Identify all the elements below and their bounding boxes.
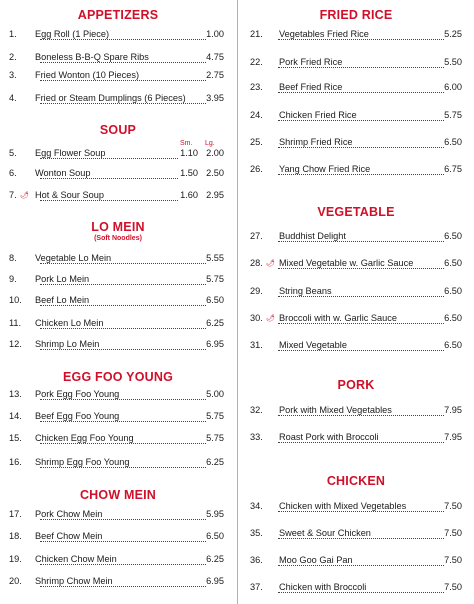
menu-item [0,554,236,567]
item-price: 5.50 [444,57,462,67]
item-name: Wonton Soup [35,168,91,178]
item-number: 19. [9,554,22,564]
item-price: 6.25 [206,318,224,328]
item-name: Chicken Fried Rice [279,110,357,120]
section-title: EGG FOO YOUNG [62,370,174,384]
item-price: 7.50 [444,528,462,538]
item-price: 1.00 [206,29,224,39]
item-name: Shrimp Egg Foo Young [35,457,130,467]
item-name: Chicken with Broccoli [279,582,367,592]
menu-item [238,432,474,445]
menu-item [0,274,236,287]
item-number: 32. [250,405,263,415]
item-name: Beef Egg Foo Young [35,411,120,421]
item-price: 3.95 [206,93,224,103]
item-price-small: 1.50 [180,168,198,178]
item-name: Chicken with Mixed Vegetables [279,501,407,511]
item-price-small: 1.60 [180,190,198,200]
item-name: String Beans [279,286,332,296]
item-price: 7.50 [444,582,462,592]
item-number: 22. [250,57,263,67]
item-name: Sweet & Sour Chicken [279,528,371,538]
item-name: Mixed Vegetable [279,340,347,350]
item-price: 6.50 [444,231,462,241]
item-name: Pork Chow Mein [35,509,103,519]
item-number: 28. [250,258,263,268]
item-number: 6. [9,168,17,178]
item-number: 25. [250,137,263,147]
section-title: CHICKEN [326,474,386,488]
menu-item [238,340,474,353]
menu-item [0,253,236,266]
item-price-large: 2.95 [206,190,224,200]
item-number: 14. [9,411,22,421]
menu-item [238,286,474,299]
item-price-large: 2.50 [206,168,224,178]
item-number: 3. [9,70,17,80]
menu-item [0,411,236,424]
menu-item [0,168,236,181]
item-name: Beef Fried Rice [279,82,343,92]
item-price: 6.25 [206,457,224,467]
menu-item [0,318,236,331]
item-number: 5. [9,148,17,158]
item-name: Pork with Mixed Vegetables [279,405,392,415]
menu-item [0,339,236,352]
item-name: Vegetables Fried Rice [279,29,369,39]
menu-item [0,457,236,470]
item-price: 5.75 [206,411,224,421]
section-title: FRIED RICE [319,8,393,22]
item-name: Egg Flower Soup [35,148,106,158]
menu-item [238,555,474,568]
menu-item [0,148,236,161]
item-price: 2.75 [206,70,224,80]
menu-item [238,57,474,70]
menu-item [238,82,474,95]
item-number: 12. [9,339,22,349]
item-name: Shrimp Lo Mein [35,339,100,349]
item-name: Shrimp Chow Mein [35,576,113,586]
item-number: 18. [9,531,22,541]
section-subtitle: (Soft Noodles) [94,235,142,242]
menu-item [0,190,236,203]
item-name: Fried or Steam Dumplings (6 Pieces) [35,93,186,103]
menu-item [0,389,236,402]
item-number: 27. [250,231,263,241]
menu-item [238,164,474,177]
menu-item [238,258,474,271]
item-price: 6.50 [206,295,224,305]
item-number: 17. [9,509,22,519]
item-name: Mixed Vegetable w. Garlic Sauce [279,258,414,268]
item-price: 7.95 [444,405,462,415]
menu-item [238,313,474,326]
menu-item [238,528,474,541]
item-name: Moo Goo Gai Pan [279,555,353,565]
item-price: 5.95 [206,509,224,519]
menu-item [0,509,236,522]
section-title: PORK [337,378,375,392]
large-size-header: Lg. [205,140,215,147]
item-price: 6.50 [206,531,224,541]
item-number: 9. [9,274,17,284]
menu-item [238,29,474,42]
item-price: 6.25 [206,554,224,564]
section-title: APPETIZERS [77,8,159,22]
item-price: 5.25 [444,29,462,39]
menu-item [0,52,236,65]
item-price: 5.00 [206,389,224,399]
item-price: 6.50 [444,286,462,296]
chili-pepper-icon: 🌶︎ [266,260,275,267]
item-number: 26. [250,164,263,174]
item-number: 13. [9,389,22,399]
item-price: 6.50 [444,340,462,350]
item-name: Buddhist Delight [279,231,346,241]
item-price: 5.75 [206,433,224,443]
menu-item [0,433,236,446]
item-name: Chicken Lo Mein [35,318,104,328]
section-title: VEGETABLE [317,205,395,219]
item-price: 5.55 [206,253,224,263]
item-price: 6.95 [206,339,224,349]
menu-item [238,231,474,244]
item-name: Fried Wonton (10 Pieces) [35,70,140,80]
item-name: Pork Fried Rice [279,57,343,67]
item-number: 23. [250,82,263,92]
section-title: CHOW MEIN [79,488,157,502]
item-number: 10. [9,295,22,305]
menu-item [238,110,474,123]
item-price: 6.75 [444,164,462,174]
item-name: Boneless B-B-Q Spare Ribs [35,52,149,62]
item-number: 34. [250,501,263,511]
menu-item [238,137,474,150]
menu-item [0,70,236,83]
item-price: 6.95 [206,576,224,586]
item-name: Pork Lo Mein [35,274,90,284]
chili-pepper-icon: 🌶︎ [266,315,275,322]
item-name: Pork Egg Foo Young [35,389,120,399]
item-name: Chicken Egg Foo Young [35,433,134,443]
item-number: 2. [9,52,17,62]
item-number: 30. [250,313,263,323]
item-name: Chicken Chow Mein [35,554,117,564]
small-size-header: Sm. [180,140,193,147]
item-name: Hot & Sour Soup [35,190,104,200]
item-number: 31. [250,340,263,350]
menu-item [238,501,474,514]
item-number: 8. [9,253,17,263]
item-number: 20. [9,576,22,586]
item-price-large: 2.00 [206,148,224,158]
item-number: 11. [9,318,22,328]
item-number: 21. [250,29,263,39]
item-price: 7.95 [444,432,462,442]
item-name: Beef Lo Mein [35,295,90,305]
item-number: 1. [9,29,17,39]
menu-item [0,29,236,42]
item-price: 5.75 [444,110,462,120]
item-number: 36. [250,555,263,565]
section-title: LO MEIN [91,220,145,234]
item-number: 16. [9,457,22,467]
item-number: 35. [250,528,263,538]
item-price: 6.50 [444,258,462,268]
item-name: Beef Chow Mein [35,531,103,541]
chili-pepper-icon: 🌶︎ [20,192,29,199]
item-name: Shrimp Fried Rice [279,137,353,147]
item-number: 7. [9,190,17,200]
item-number: 33. [250,432,263,442]
item-number: 15. [9,433,22,443]
item-price: 4.75 [206,52,224,62]
menu-item [0,531,236,544]
menu-item [238,405,474,418]
item-name: Vegetable Lo Mein [35,253,112,263]
menu-item [238,582,474,595]
item-price: 7.50 [444,501,462,511]
item-price: 6.50 [444,313,462,323]
item-price-small: 1.10 [180,148,198,158]
menu-item [0,93,236,106]
item-number: 29. [250,286,263,296]
item-name: Broccoli with w. Garlic Sauce [279,313,397,323]
item-name: Egg Roll (1 Piece) [35,29,110,39]
item-number: 24. [250,110,263,120]
section-title: SOUP [99,123,137,137]
menu-item [0,295,236,308]
item-price: 7.50 [444,555,462,565]
item-number: 37. [250,582,263,592]
item-name: Yang Chow Fried Rice [279,164,371,174]
item-name: Roast Pork with Broccoli [279,432,379,442]
item-price: 6.00 [444,82,462,92]
item-price: 5.75 [206,274,224,284]
item-number: 4. [9,93,17,103]
item-price: 6.50 [444,137,462,147]
menu-item [0,576,236,589]
